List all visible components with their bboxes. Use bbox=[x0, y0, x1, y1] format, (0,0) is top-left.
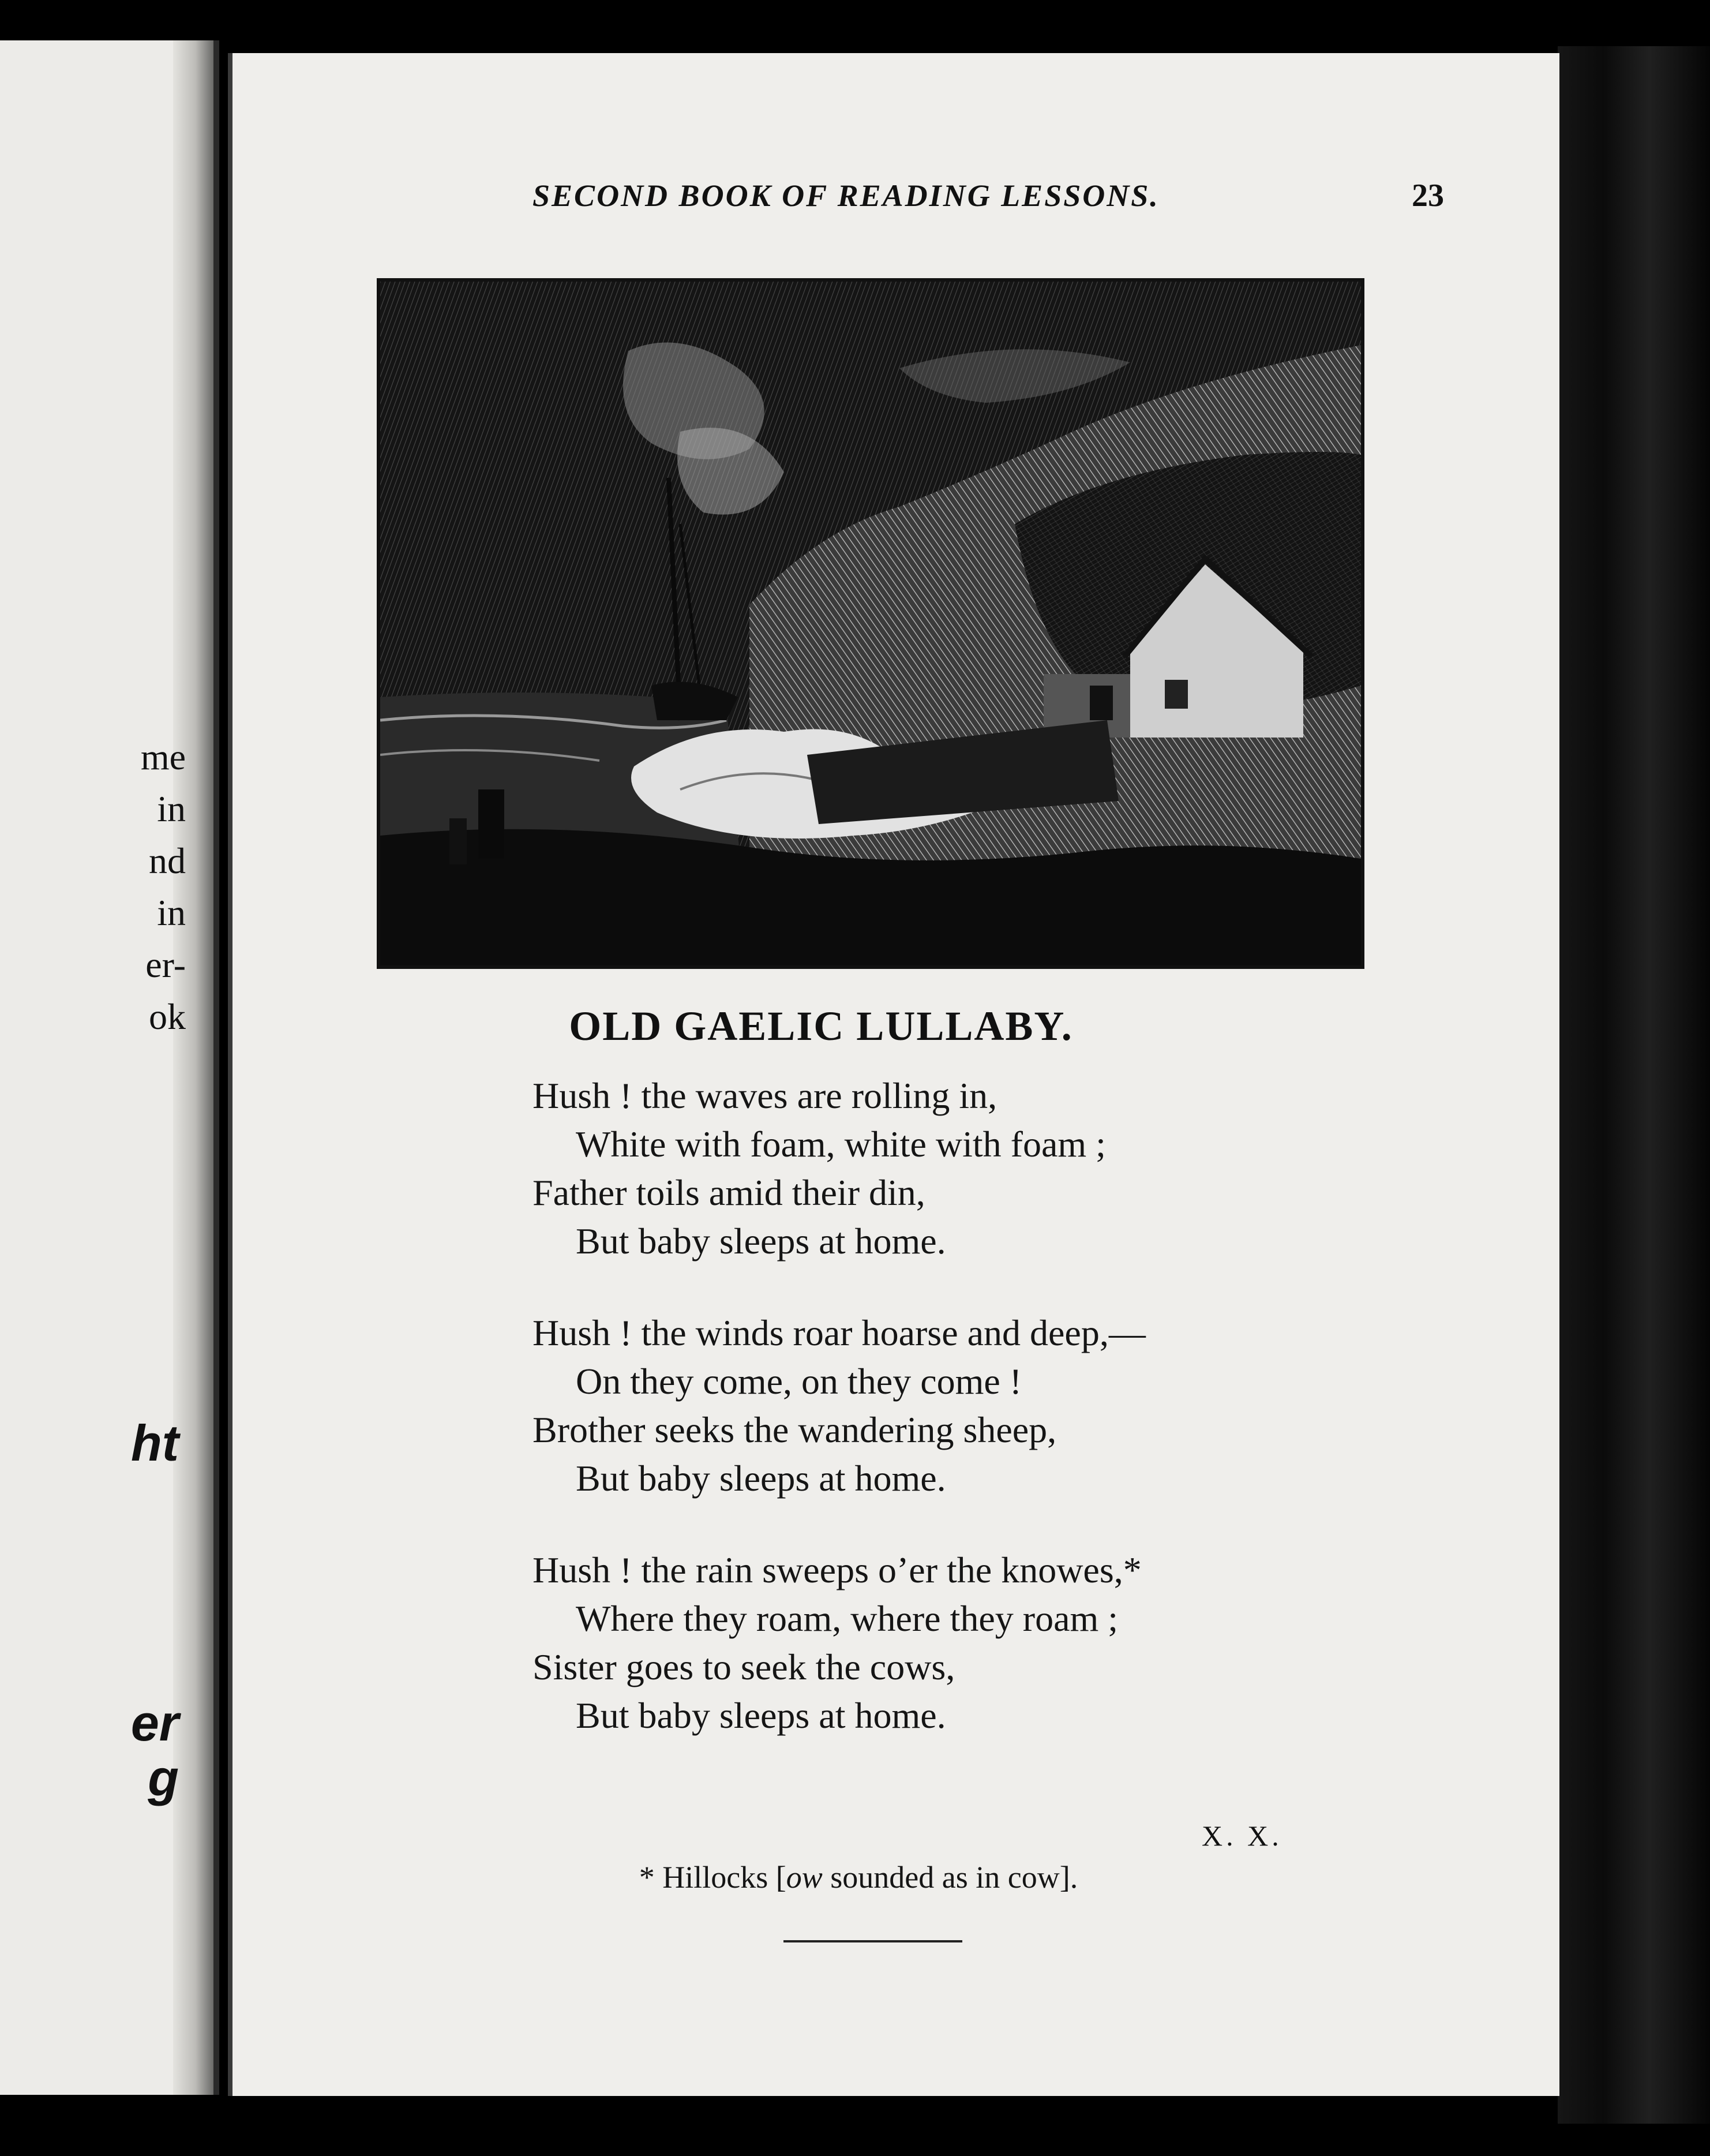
stanza bbox=[532, 1072, 1398, 1266]
book-edge bbox=[1558, 46, 1710, 2124]
poem-line: But baby sleeps at home. bbox=[576, 1221, 946, 1262]
footnote-prefix: * Hillocks [ bbox=[639, 1860, 786, 1895]
left-line-ending: in bbox=[157, 788, 186, 829]
left-line-ending: er- bbox=[145, 944, 186, 985]
poem-line: But baby sleeps at home. bbox=[576, 1695, 946, 1736]
poem-line: But baby sleeps at home. bbox=[576, 1458, 946, 1499]
stanza bbox=[532, 1309, 1398, 1503]
storm-scene-image bbox=[380, 282, 1361, 965]
left-line-ending: in bbox=[157, 892, 186, 933]
poem-line: On they come, on they come ! bbox=[576, 1361, 1022, 1402]
page-number: 23 bbox=[1412, 178, 1444, 214]
footnote bbox=[195, 1859, 1522, 1895]
right-page bbox=[228, 53, 1559, 2096]
storm-engraving bbox=[377, 278, 1364, 969]
poem-line: Hush ! the waves are rolling in, bbox=[532, 1075, 997, 1116]
end-rule bbox=[783, 1940, 962, 1942]
running-head bbox=[532, 177, 1444, 214]
poem-line: Sister goes to seek the cows, bbox=[532, 1646, 955, 1687]
poem-author: X. X. bbox=[1202, 1820, 1282, 1852]
poem-line: Father toils amid their din, bbox=[532, 1172, 925, 1213]
footnote-suffix: sounded as in cow]. bbox=[822, 1860, 1078, 1895]
poem-line: Hush ! the rain sweeps o’er the knowes,* bbox=[532, 1549, 1142, 1590]
book-gutter bbox=[173, 40, 213, 2095]
left-line-ending: ok bbox=[149, 996, 186, 1037]
stanza bbox=[532, 1546, 1398, 1740]
left-line-ending: nd bbox=[149, 840, 186, 881]
poem-title: OLD GAELIC LULLABY. bbox=[569, 1003, 1073, 1049]
left-page bbox=[0, 40, 219, 2095]
poem-line: Hush ! the winds roar hoarse and deep,— bbox=[532, 1312, 1146, 1353]
left-line-ending: me bbox=[140, 736, 186, 777]
poem-line: Brother seeks the wandering sheep, bbox=[532, 1409, 1057, 1450]
poem-body bbox=[532, 1072, 1398, 1783]
left-heading-fragment: g bbox=[148, 1749, 179, 1806]
left-heading-fragment: ht bbox=[130, 1414, 179, 1472]
footnote-emphasis: ow bbox=[786, 1860, 823, 1895]
running-title: SECOND BOOK OF READING LESSONS. bbox=[532, 178, 1160, 213]
poem-line: Where they roam, where they roam ; bbox=[576, 1598, 1119, 1639]
poem-line: White with foam, white with foam ; bbox=[576, 1124, 1106, 1165]
left-heading-fragment: er bbox=[130, 1694, 179, 1751]
